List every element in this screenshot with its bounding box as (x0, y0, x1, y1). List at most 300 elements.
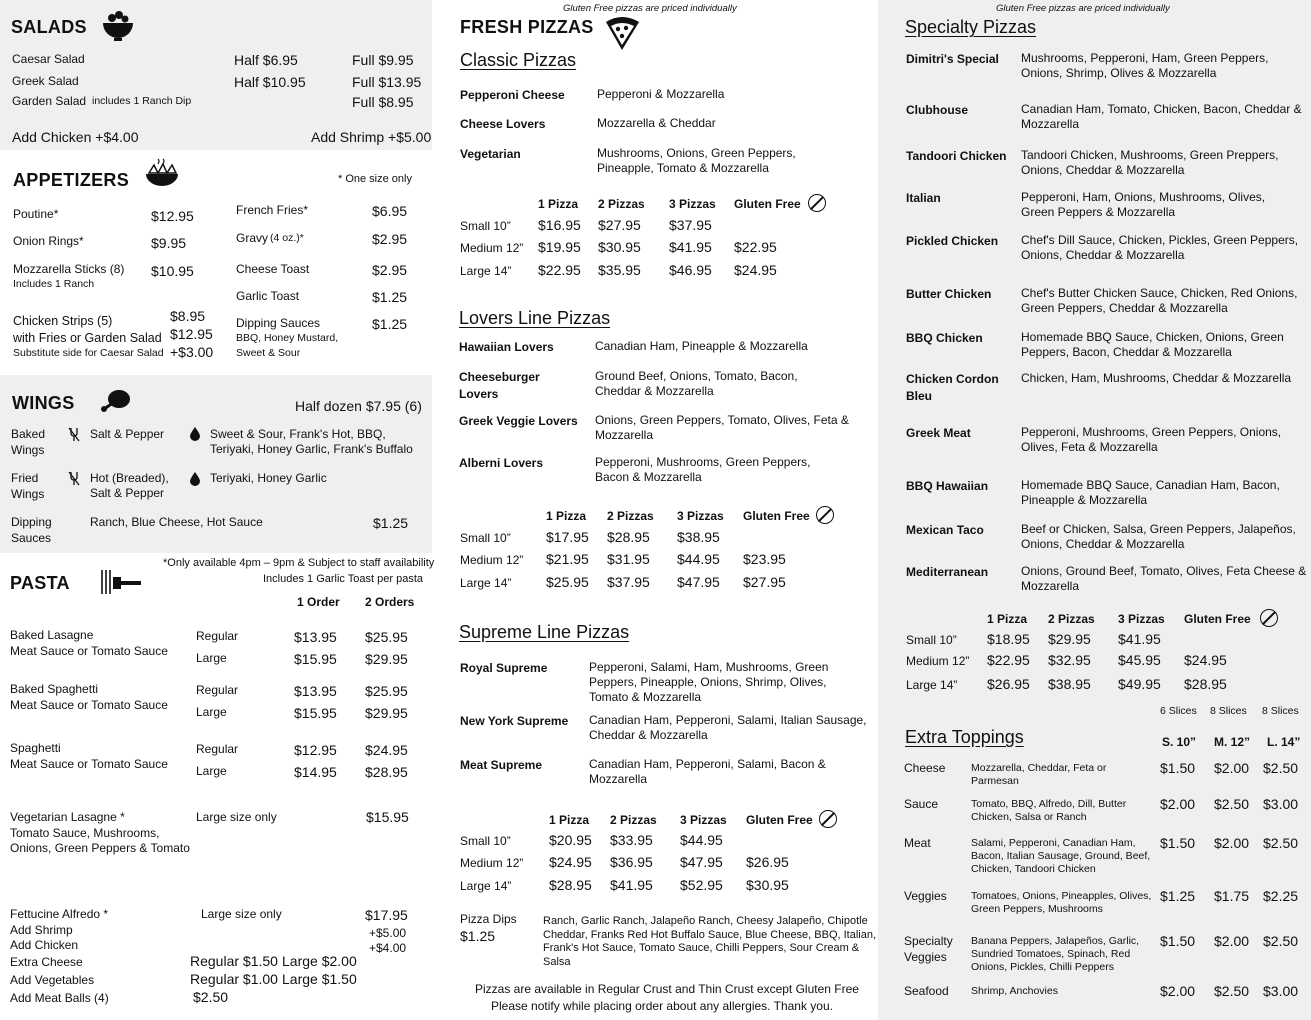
pizza-name: Chicken Cordon (906, 372, 999, 386)
topping-name: Meat (904, 836, 931, 850)
pizza-name-2: Lovers (459, 387, 499, 401)
pizza-price: $41.95 (610, 877, 653, 893)
pizza-name: Greek Meat (906, 426, 971, 440)
pizza-slice-icon (602, 12, 642, 52)
pizza-desc: Homemade BBQ Sauce, Canadian Ham, Bacon, (1021, 478, 1280, 492)
pizza-desc-2: Green Peppers & Mozzarella (1021, 205, 1176, 219)
size-label: Medium 12” (906, 654, 970, 668)
pizza-price: $30.95 (746, 877, 789, 893)
size-label: Small 10” (906, 633, 957, 647)
fried-wings-l2: Wings (11, 487, 45, 501)
pizza-desc-2: Mozzarella (595, 428, 654, 442)
pizza-desc: Homemade BBQ Sauce, Chicken, Onions, Green (1021, 330, 1284, 344)
pizza-desc: Onions, Ground Beef, Tomato, Olives, Feta Cheese & (1021, 564, 1307, 578)
price-header-p3: 3 Pizzas (669, 197, 716, 211)
dipping-sauces-price: $1.25 (372, 316, 408, 332)
pizza-desc: Onions, Green Peppers, Tomato, Olives, Feta & (595, 413, 849, 427)
salads-title: SALADS (11, 17, 87, 37)
chicken-strips-price3: +$3.00 (170, 344, 214, 360)
size-label: Medium 12” (460, 241, 524, 255)
pizza-price: $36.95 (610, 854, 653, 870)
price-header-p1: 1 Pizza (546, 509, 587, 523)
appetizer-name: Cheese Toast (236, 262, 310, 276)
pizza-desc-2: Olives, Feta & Mozzarella (1021, 440, 1158, 454)
add-chicken: Add Chicken +$4.00 (12, 129, 139, 145)
pizza-price: $47.95 (677, 574, 720, 590)
fried-wings-l1: Fried (11, 471, 39, 485)
appetizer-name: French Fries* (236, 203, 309, 217)
pizza-price: $32.95 (1048, 652, 1091, 668)
no-sauce-icon (68, 427, 80, 442)
price-header-p2: 2 Pizzas (598, 197, 645, 211)
nachos-icon (143, 158, 181, 190)
gf-note-right: Gluten Free pizzas are priced individually (996, 3, 1170, 14)
appetizer-sub: Includes 1 Ranch (13, 278, 95, 290)
pizza-price: $20.95 (549, 832, 592, 848)
size-label: Small 10” (460, 531, 511, 545)
pizza-desc-2: Pineapple, Tomato & Mozzarella (597, 161, 769, 175)
wings-dipping-l1: Dipping (11, 515, 52, 529)
appetizer-price: $9.95 (151, 235, 187, 251)
topping-desc-2: Green Peppers, Mushrooms (971, 903, 1103, 915)
salad-bowl-icon (100, 8, 136, 42)
topping-desc: Salami, Pepperoni, Canadian Ham, (971, 837, 1136, 849)
gluten-free-icon (808, 194, 826, 212)
pizza-name: Italian (906, 191, 941, 205)
wings-half-dozen: Half dozen $7.95 (6) (295, 398, 422, 414)
pizza-name: Royal Supreme (460, 661, 548, 675)
pizza-price: $52.95 (680, 877, 723, 893)
pizza-price: $24.95 (734, 262, 777, 278)
pizza-dips-d2: Cheddar, Franks Red Hot Buffalo Sauce, Blue Cheese, BBQ, Italian, (543, 929, 877, 941)
pizza-name: Cheeseburger (459, 370, 540, 384)
topping-name: Specialty (904, 934, 953, 948)
pizza-desc: Pepperoni & Mozzarella (597, 87, 725, 101)
pizza-name: Dimitri's Special (906, 52, 999, 66)
chicken-strips-price2: $12.95 (170, 326, 213, 342)
price-header-p1: 1 Pizza (549, 813, 590, 827)
footer-line1: Pizzas are available in Regular Crust and Thin Crust except Gluten Free (475, 982, 859, 996)
supreme-pizzas-title: Supreme Line Pizzas (459, 622, 630, 642)
chicken-strips-line3: Substitute side for Caesar Salad (13, 347, 164, 359)
appetizers-title: APPETIZERS (13, 170, 130, 190)
pizza-dips-d3: Frank's Hot Sauce, Tomato Sauce, Chilli Peppers, Sour Cream & (543, 942, 860, 954)
topping-slices: 6 Slices (1160, 705, 1197, 717)
footer-line2: Please notify while placing order about any allergies. Thank you. (491, 999, 833, 1013)
pizza-name: Vegetarian (460, 147, 521, 161)
lovers-pizzas-title: Lovers Line Pizzas (459, 308, 611, 328)
pizza-price: $16.95 (538, 217, 581, 233)
appetizer-name: Onion Rings* (13, 234, 84, 248)
appetizers-note: * One size only (338, 173, 412, 185)
appetizer-name: Mozzarella Sticks (8) (13, 262, 125, 276)
pasta-price-1: $15.95 (294, 705, 337, 721)
pizza-desc: Mozzarella & Cheddar (597, 116, 716, 130)
pizza-price: $21.95 (546, 551, 589, 567)
fried-wings-dry1: Hot (Breaded), (90, 471, 169, 485)
pizza-price: $41.95 (1118, 631, 1161, 647)
appetizer-price: $12.95 (151, 208, 194, 224)
pasta-price-2: $29.95 (365, 651, 408, 667)
pizza-price: $24.95 (1184, 652, 1227, 668)
pasta-price-1: $12.95 (294, 742, 337, 758)
pasta-garlic-note: Includes 1 Garlic Toast per pasta (263, 573, 423, 585)
pizza-desc-2: Onions, Cheddar & Mozzarella (1021, 537, 1185, 551)
pizza-name: Mediterranean (906, 565, 989, 579)
pizza-desc: Canadian Ham, Pineapple & Mozzarella (595, 339, 808, 353)
appetizer-name: Poutine* (13, 207, 59, 221)
pizza-desc: Pepperoni, Salami, Ham, Mushrooms, Green (589, 660, 829, 674)
fettucine-price: $17.95 (365, 907, 408, 923)
pizza-desc-2: Bacon & Mozzarella (595, 470, 702, 484)
pizza-name: Pepperoni Cheese (460, 88, 565, 102)
baked-wings-sauce2: Teriyaki, Honey Garlic, Frank's Buffalo (210, 442, 413, 456)
price-header-p3: 3 Pizzas (677, 509, 724, 523)
pizza-price: $17.95 (546, 529, 589, 545)
price-header-p3: 3 Pizzas (680, 813, 727, 827)
pizza-desc-2: Cheddar & Mozzarella (589, 728, 708, 742)
pizza-dips-d1: Ranch, Garlic Ranch, Jalapeño Ranch, Cheesy Jalapeño, Chipotle (543, 915, 868, 927)
topping-price: $1.50 (1160, 835, 1196, 851)
pizza-price: $31.95 (607, 551, 650, 567)
pasta-col2: 2 Orders (365, 595, 415, 609)
appetizer-name: Garlic Toast (236, 289, 300, 303)
pizza-desc: Chef's Dill Sauce, Chicken, Pickles, Green Peppers, (1021, 233, 1299, 247)
pizza-price: $27.95 (598, 217, 641, 233)
dipping-sauces-sub2: Sweet & Sour (236, 347, 301, 359)
chicken-strips-price1: $8.95 (170, 308, 206, 324)
pasta-sauce: Meat Sauce or Tomato Sauce (10, 644, 168, 658)
pizza-desc: Beef or Chicken, Salsa, Green Peppers, Jalapeños, (1021, 522, 1296, 536)
topping-name: Sauce (904, 797, 939, 811)
topping-price: $2.50 (1214, 796, 1250, 812)
pizza-desc: Ground Beef, Onions, Tomato, Bacon, (595, 369, 798, 383)
chicken-wing-icon (100, 388, 132, 414)
classic-pizzas-title: Classic Pizzas (460, 50, 577, 70)
pizza-price: $45.95 (1118, 652, 1161, 668)
topping-price: $2.00 (1214, 835, 1250, 851)
veg-lasagne-l1: Vegetarian Lasagne * (10, 810, 125, 824)
pizza-name: Pickled Chicken (906, 234, 999, 248)
wings-dipping-list: Ranch, Blue Cheese, Hot Sauce (90, 515, 263, 529)
pizza-name: Alberni Lovers (459, 456, 544, 470)
pizza-dips-d4: Salsa (543, 956, 571, 968)
fettucine-add-lg: Large $2.00 (282, 953, 357, 969)
topping-price: $1.50 (1160, 760, 1196, 776)
appetizer-price: $2.95 (372, 231, 408, 247)
pizza-desc: Canadian Ham, Pepperoni, Salami, Italian Sausage, (589, 713, 867, 727)
pizza-desc-2: Mozzarella (1021, 117, 1080, 131)
pasta-price-1: $15.95 (294, 651, 337, 667)
wings-dipping-price: $1.25 (373, 515, 409, 531)
salad-name: Greek Salad (12, 74, 79, 88)
size-label: Small 10” (460, 219, 511, 233)
gluten-free-icon (1260, 609, 1278, 627)
price-header-p2: 2 Pizzas (610, 813, 657, 827)
topping-price: $1.50 (1160, 933, 1196, 949)
price-header-gf: Gluten Free (743, 509, 810, 523)
topping-price: $3.00 (1263, 796, 1299, 812)
wings-dipping-l2: Sauces (11, 531, 52, 545)
pizza-name: Hawaiian Lovers (459, 340, 554, 354)
pasta-col1: 1 Order (297, 595, 340, 609)
price-header-gf: Gluten Free (734, 197, 801, 211)
salad-name: Garden Salad (12, 94, 87, 108)
fettucine-l1: Fettucine Alfredo * (10, 907, 109, 921)
pasta-size: Regular (196, 742, 239, 756)
fried-wings-dry2: Salt & Pepper (90, 486, 165, 500)
pizza-desc: Tandoori Chicken, Mushrooms, Green Preppers, (1021, 148, 1279, 162)
fettucine-add-price: +$4.00 (369, 941, 407, 955)
pizza-dips-price: $1.25 (460, 928, 496, 944)
baked-wings-l2: Wings (11, 443, 45, 457)
topping-price: $1.25 (1160, 888, 1196, 904)
pizza-price: $46.95 (669, 262, 712, 278)
pizza-desc: Mushrooms, Pepperoni, Ham, Green Peppers, (1021, 51, 1269, 65)
pasta-price-2: $24.95 (365, 742, 408, 758)
pizza-name: Clubhouse (906, 103, 968, 117)
pizza-price: $47.95 (680, 854, 723, 870)
pizza-desc-2: Onions, Shrimp, Olives & Mozzarella (1021, 66, 1217, 80)
dipping-sauces-sub1: BBQ, Honey Mustard, (236, 332, 339, 344)
pizza-desc-2: Pineapple & Mozzarella (1021, 493, 1148, 507)
salad-full-price: Full $8.95 (352, 94, 414, 110)
topping-name: Cheese (904, 761, 946, 775)
pizza-price: $49.95 (1118, 676, 1161, 692)
veg-lasagne-size: Large size only (196, 810, 277, 824)
appetizer-name: Gravy (236, 231, 269, 245)
appetizer-price: $10.95 (151, 263, 194, 279)
fried-wings-sauce1: Teriyaki, Honey Garlic (210, 471, 327, 485)
fettucine-add-lg: Large $1.50 (282, 971, 357, 987)
topping-price: $2.00 (1160, 983, 1196, 999)
pasta-fork-icon (99, 568, 143, 602)
price-header-gf: Gluten Free (1184, 612, 1251, 626)
topping-desc-2: Bacon, Italian Sausage, Ground, Beef, (971, 850, 1151, 862)
pizza-desc: Pepperoni, Ham, Onions, Mushrooms, Olives, (1021, 190, 1266, 204)
topping-desc: Banana Peppers, Jalapeños, Garlic, (971, 935, 1140, 947)
topping-col-header: S. 10” (1162, 735, 1197, 749)
topping-name: Seafood (904, 984, 949, 998)
pasta-price-2: $25.95 (365, 683, 408, 699)
pizza-price: $37.95 (669, 217, 712, 233)
baked-wings-l1: Baked (11, 427, 46, 441)
pizza-name: Tandoori Chicken (906, 149, 1007, 163)
topping-desc: Tomato, BBQ, Alfredo, Dill, Butter (971, 798, 1127, 810)
fettucine-add-reg: Regular $1.50 (190, 953, 278, 969)
pizza-name: BBQ Hawaiian (906, 479, 989, 493)
size-label: Small 10” (460, 834, 511, 848)
topping-desc-2: Sundried Tomatoes, Spinach, Red (971, 948, 1131, 960)
pasta-price-2: $29.95 (365, 705, 408, 721)
pasta-size: Regular (196, 629, 239, 643)
chicken-strips-name: Chicken Strips (5) (13, 314, 113, 328)
pizza-name: Butter Chicken (906, 287, 992, 301)
price-header-p1: 1 Pizza (538, 197, 579, 211)
baked-wings-dry: Salt & Pepper (90, 427, 165, 441)
extra-toppings-title: Extra Toppings (905, 727, 1024, 747)
baked-wings-sauce1: Sweet & Sour, Frank's Hot, BBQ, (210, 427, 386, 441)
appetizer-size: (4 oz.)* (270, 232, 304, 244)
pizza-price: $28.95 (1184, 676, 1227, 692)
size-label: Large 14” (906, 678, 958, 692)
pizza-name: BBQ Chicken (906, 331, 983, 345)
pizza-name: Greek Veggie Lovers (459, 414, 578, 428)
pizza-desc: Mushrooms, Onions, Green Peppers, (597, 146, 796, 160)
salad-full-price: Full $9.95 (352, 52, 414, 68)
pizza-price: $37.95 (607, 574, 650, 590)
pizza-price: $38.95 (1048, 676, 1091, 692)
pizza-desc-2: Onions, Cheddar & Mozzarella (1021, 163, 1185, 177)
pizza-price: $24.95 (549, 854, 592, 870)
pizza-name: Meat Supreme (460, 758, 543, 772)
fettucine-add-price: +$5.00 (369, 926, 407, 940)
pizza-desc-2: Cheddar & Mozzarella (595, 384, 714, 398)
fettucine-add-reg: Regular $1.00 (190, 971, 278, 987)
veg-lasagne-price: $15.95 (366, 809, 409, 825)
salad-half-price: Half $6.95 (234, 52, 298, 68)
pizza-price: $22.95 (987, 652, 1030, 668)
pizza-desc: Chef's Butter Chicken Sauce, Chicken, Red Onions, (1021, 286, 1298, 300)
sauce-drop-icon-2 (189, 471, 201, 486)
pizza-name-2: Bleu (906, 389, 933, 403)
pizza-desc: Pepperoni, Mushrooms, Green Peppers, (595, 455, 811, 469)
pizza-price: $29.95 (1048, 631, 1091, 647)
topping-price: $2.50 (1214, 983, 1250, 999)
gf-note-mid: Gluten Free pizzas are priced individually (563, 3, 737, 14)
pasta-size: Regular (196, 683, 239, 697)
topping-price: $2.50 (1263, 760, 1299, 776)
pasta-price-2: $25.95 (365, 629, 408, 645)
topping-slices: 8 Slices (1210, 705, 1247, 717)
gluten-free-icon (819, 810, 837, 828)
pizza-dips-label: Pizza Dips (460, 912, 517, 926)
topping-price: $3.00 (1263, 983, 1299, 999)
pizza-price: $26.95 (987, 676, 1030, 692)
fettucine-size: Large size only (201, 907, 282, 921)
topping-desc-3: Onions, Pickles, Chilli Peppers (971, 961, 1114, 973)
topping-desc: Shrimp, Anchovies (971, 985, 1058, 997)
appetizer-price: $1.25 (372, 289, 408, 305)
fettucine-add-reg: $2.50 (193, 989, 229, 1005)
topping-price: $2.00 (1214, 933, 1250, 949)
size-label: Medium 12” (460, 856, 524, 870)
pizza-price: $28.95 (549, 877, 592, 893)
dipping-sauces-name: Dipping Sauces (236, 316, 321, 330)
pasta-size: Large (196, 764, 227, 778)
add-shrimp: Add Shrimp +$5.00 (311, 129, 432, 145)
topping-slices: 8 Slices (1262, 705, 1299, 717)
pizza-price: $19.95 (538, 239, 581, 255)
price-header-p2: 2 Pizzas (1048, 612, 1095, 626)
topping-price: $1.75 (1214, 888, 1250, 904)
pizza-price: $26.95 (746, 854, 789, 870)
pizza-desc: Canadian Ham, Tomato, Chicken, Bacon, Cheddar & (1021, 102, 1302, 116)
pasta-sauce: Meat Sauce or Tomato Sauce (10, 698, 168, 712)
topping-price: $2.50 (1263, 835, 1299, 851)
size-label: Large 14” (460, 879, 512, 893)
pizza-desc-3: Tomato & Mozzarella (589, 690, 702, 704)
sauce-drop-icon (189, 426, 201, 441)
topping-desc-2: Chicken, Salsa or Ranch (971, 811, 1087, 823)
fresh-pizzas-title: FRESH PIZZAS (460, 17, 594, 37)
pasta-size: Large (196, 651, 227, 665)
price-header-p3: 3 Pizzas (1118, 612, 1165, 626)
pizza-price: $25.95 (546, 574, 589, 590)
pizza-desc: Chicken, Ham, Mushrooms, Cheddar & Mozzarella (1021, 371, 1292, 385)
topping-desc: Mozzarella, Cheddar, Feta or (971, 762, 1107, 774)
price-header-p2: 2 Pizzas (607, 509, 654, 523)
veg-lasagne-l2: Tomato Sauce, Mushrooms, (10, 826, 160, 840)
pizza-price: $22.95 (538, 262, 581, 278)
pizza-price: $18.95 (987, 631, 1030, 647)
pizza-name: New York Supreme (460, 714, 569, 728)
pizza-desc: Canadian Ham, Pepperoni, Salami, Bacon & (589, 757, 826, 771)
pizza-price: $44.95 (677, 551, 720, 567)
topping-price: $2.25 (1263, 888, 1299, 904)
topping-col-header: M. 12” (1214, 735, 1251, 749)
pasta-price-1: $14.95 (294, 764, 337, 780)
pizza-desc-2: Green Peppers, Cheddar & Mozzarella (1021, 301, 1228, 315)
pizza-desc-2: Peppers, Pineapple, Onions, Shrimp, Olives, (589, 675, 827, 689)
size-label: Large 14” (460, 264, 512, 278)
pizza-desc-2: Mozzarella (1021, 579, 1080, 593)
topping-price: $2.00 (1160, 796, 1196, 812)
appetizer-price: $6.95 (372, 203, 408, 219)
topping-desc-2: Parmesan (971, 775, 1019, 787)
topping-price: $2.50 (1263, 933, 1299, 949)
pizza-price: $27.95 (743, 574, 786, 590)
price-header-gf: Gluten Free (746, 813, 813, 827)
pasta-name: Spaghetti (10, 741, 61, 755)
wings-title: WINGS (12, 393, 75, 413)
topping-name-2: Veggies (904, 950, 947, 964)
no-sauce-icon-2 (68, 471, 80, 486)
pasta-price-2: $28.95 (365, 764, 408, 780)
pizza-price: $38.95 (677, 529, 720, 545)
pasta-name: Baked Lasagne (10, 628, 94, 642)
fettucine-add-name: Add Shrimp (10, 923, 73, 937)
pizza-desc-2: Peppers, Bacon, Cheddar & Mozzarella (1021, 345, 1232, 359)
pizza-price: $23.95 (743, 551, 786, 567)
topping-desc: Tomatoes, Onions, Pineapples, Olives, (971, 890, 1152, 902)
salad-full-price: Full $13.95 (352, 74, 422, 90)
gluten-free-icon (816, 506, 834, 524)
pasta-sauce: Meat Sauce or Tomato Sauce (10, 757, 168, 771)
pizza-desc: Pepperoni, Mushrooms, Green Peppers, Onions, (1021, 425, 1282, 439)
pizza-price: $41.95 (669, 239, 712, 255)
size-label: Large 14” (460, 576, 512, 590)
pizza-name: Mexican Taco (906, 523, 984, 537)
fettucine-add-name: Add Vegetables (10, 973, 95, 987)
pizza-price: $33.95 (610, 832, 653, 848)
pizza-price: $35.95 (598, 262, 641, 278)
pizza-price: $28.95 (607, 529, 650, 545)
pizza-desc-2: Onions, Cheddar & Mozzarella (1021, 248, 1185, 262)
specialty-pizzas-title: Specialty Pizzas (905, 17, 1037, 37)
fettucine-add-name: Add Meat Balls (4) (10, 991, 109, 1005)
pizza-price: $44.95 (680, 832, 723, 848)
chicken-strips-line2: with Fries or Garden Salad (13, 331, 162, 345)
size-label: Medium 12” (460, 553, 524, 567)
salad-name: Caesar Salad (12, 52, 85, 66)
salad-note: includes 1 Ranch Dip (92, 95, 192, 107)
pizza-price: $22.95 (734, 239, 777, 255)
pasta-price-1: $13.95 (294, 683, 337, 699)
veg-lasagne-l3: Onions, Green Peppers & Tomato (10, 841, 190, 855)
fettucine-add-name: Extra Cheese (10, 955, 83, 969)
topping-desc-3: Chicken, Tandoori Chicken (971, 863, 1096, 875)
